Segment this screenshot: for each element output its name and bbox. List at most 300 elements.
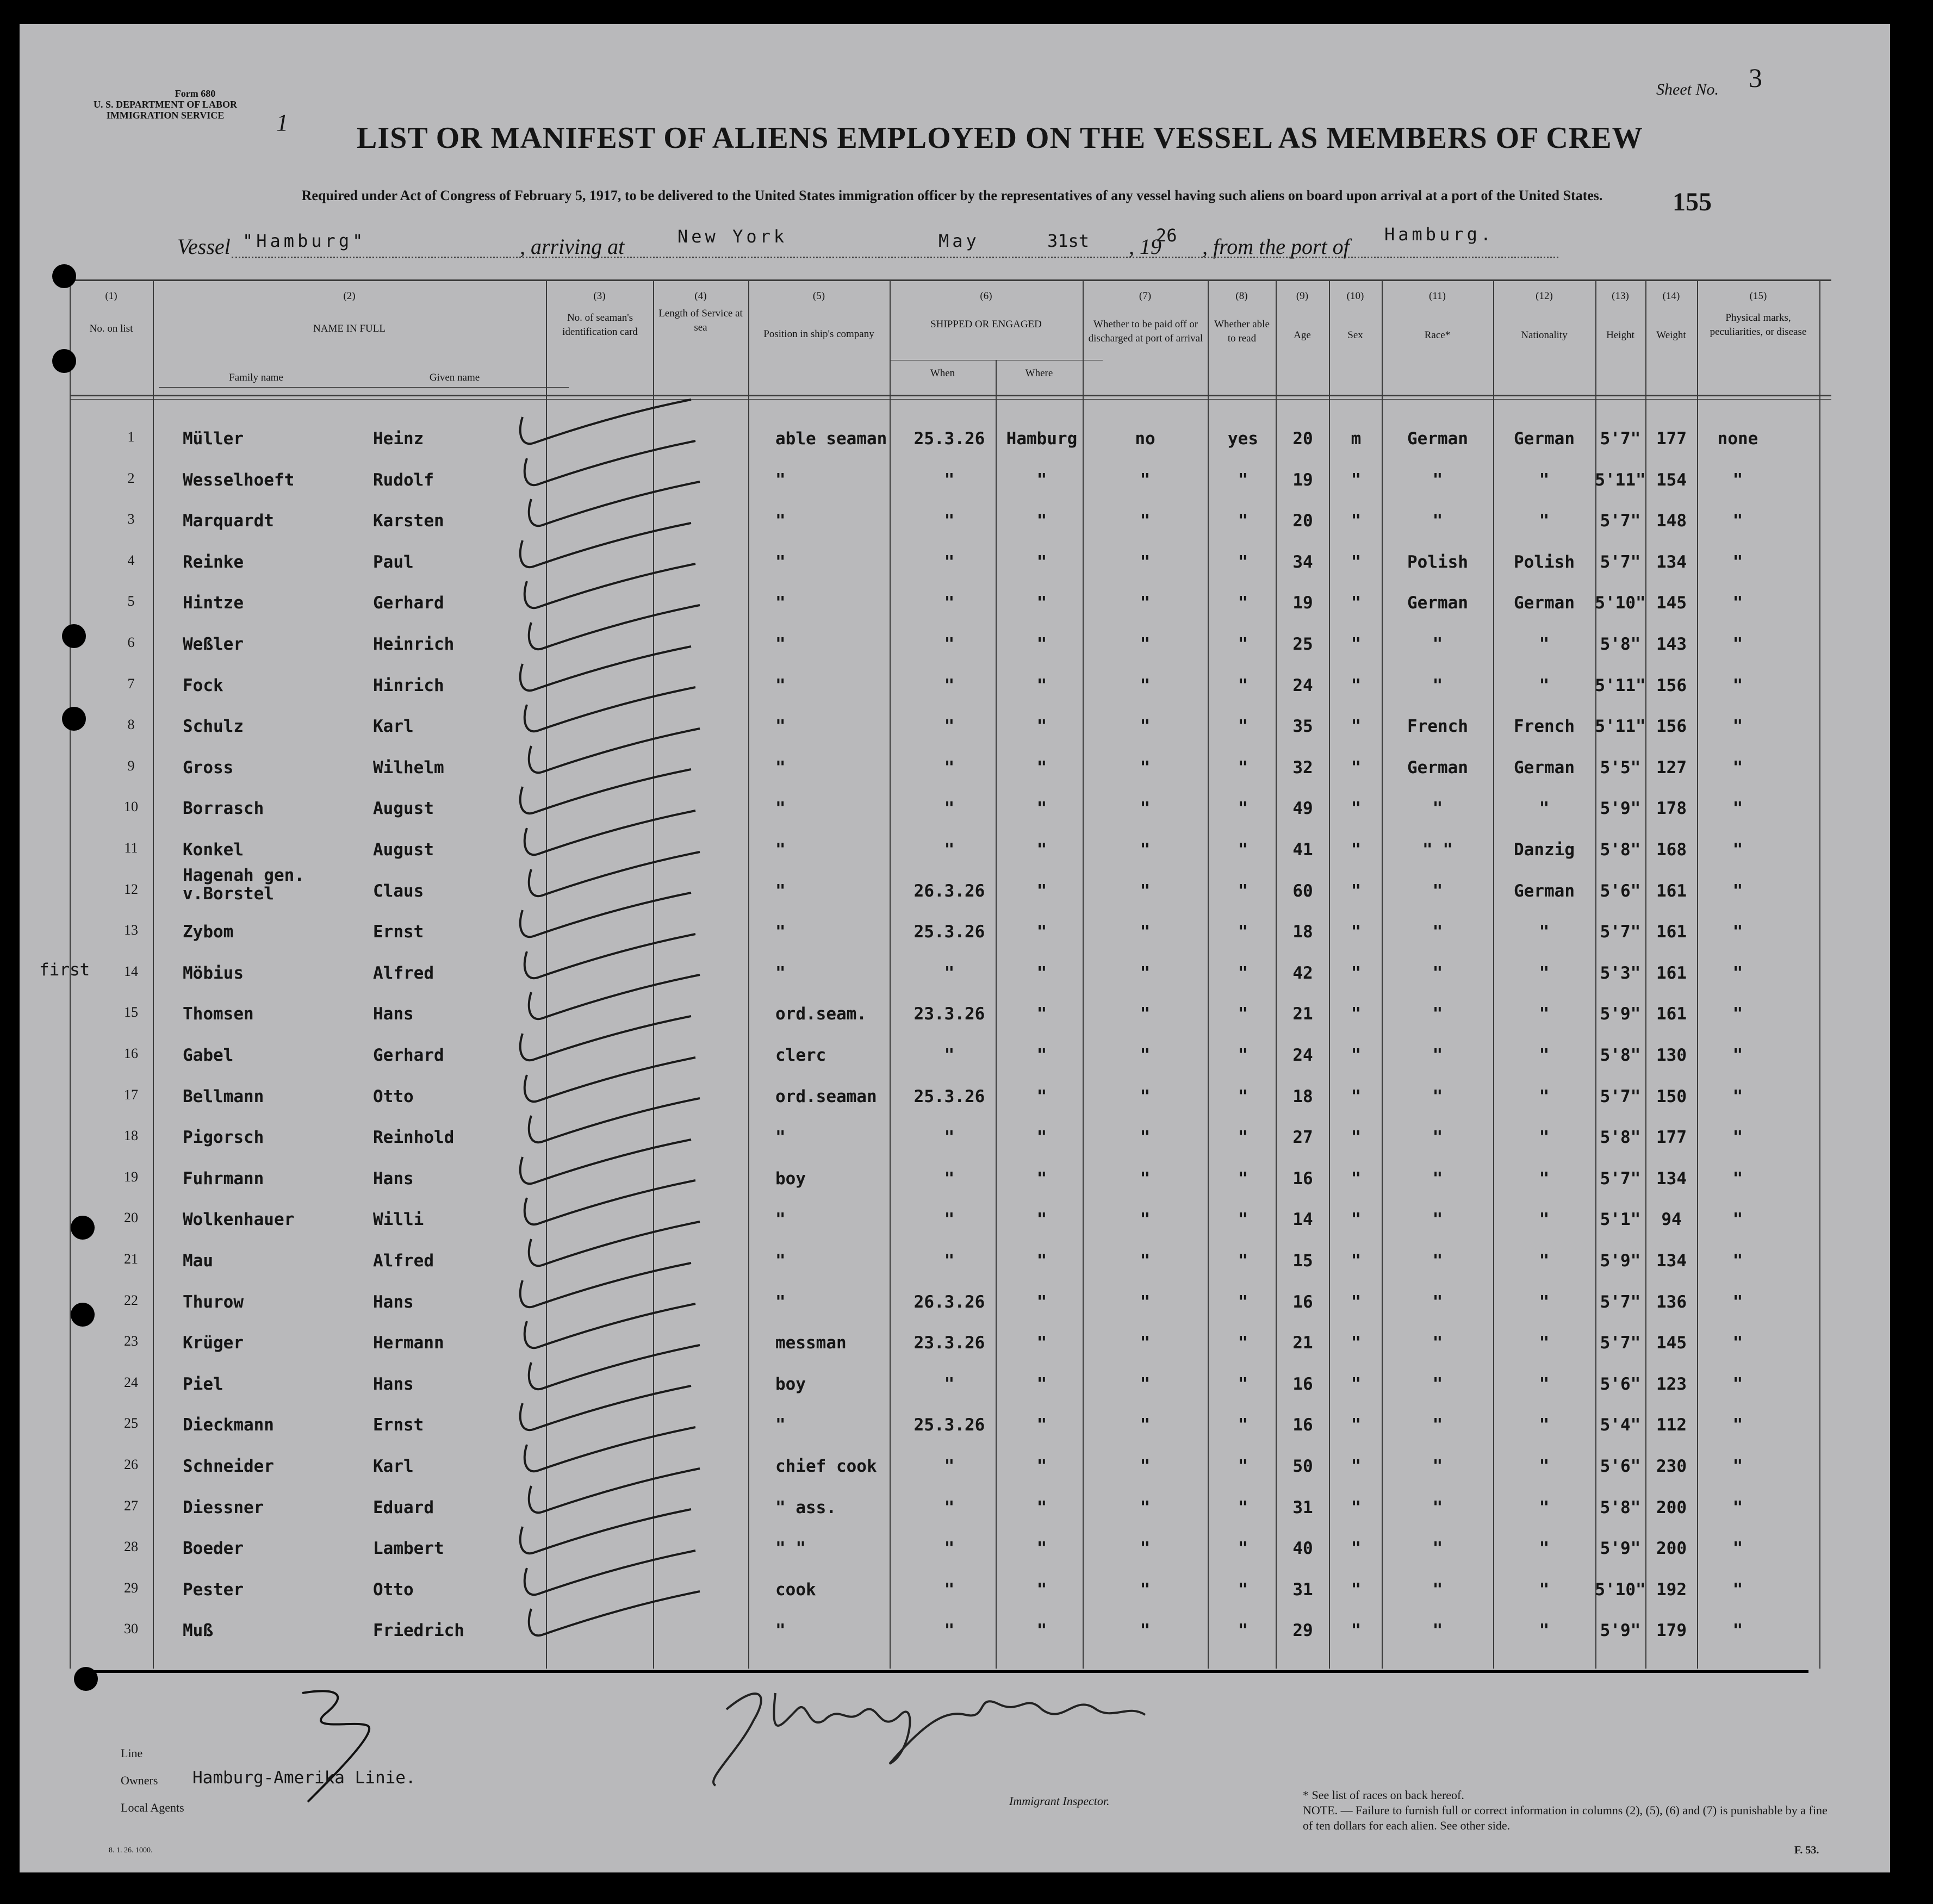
cell-family: Hintze bbox=[183, 593, 244, 613]
cell-when: " bbox=[944, 840, 955, 860]
table-row bbox=[20, 1374, 1890, 1416]
cell-marks: " bbox=[1732, 1251, 1743, 1271]
note-text: NOTE. — Failure to furnish full or correct information in columns (2), (5), (6) and (7) is punishable by a fine of ten dollars for each alien. See other side. bbox=[1303, 1803, 1828, 1832]
owners-label: Owners bbox=[121, 1774, 158, 1787]
cell-nationality: " bbox=[1539, 470, 1550, 490]
cell-weight: 145 bbox=[1656, 1333, 1687, 1353]
cell-when: " bbox=[944, 634, 955, 654]
cell-family: Konkel bbox=[183, 840, 244, 860]
cell-nationality: French bbox=[1514, 717, 1575, 737]
cell-given: Hermann bbox=[373, 1333, 444, 1353]
cell-family: Fock bbox=[183, 675, 223, 695]
cell-position: chief cook bbox=[775, 1457, 877, 1476]
cell-when: 26.3.26 bbox=[913, 881, 985, 901]
cell-where: " bbox=[1036, 675, 1047, 695]
cell-position: " bbox=[775, 963, 786, 983]
cell-when: " bbox=[944, 593, 955, 613]
cell-given: Ernst bbox=[373, 1415, 424, 1435]
cell-weight: 143 bbox=[1656, 634, 1687, 654]
cell-paid-off: " bbox=[1140, 881, 1151, 901]
cell-read: " bbox=[1238, 1539, 1248, 1559]
cell-where: " bbox=[1036, 1374, 1047, 1394]
col-header-position: Position in ship's company bbox=[763, 328, 874, 340]
cell-marks: " bbox=[1732, 717, 1743, 737]
table-row bbox=[20, 799, 1890, 841]
cell-read: " bbox=[1238, 1292, 1248, 1312]
cell-marks: " bbox=[1732, 1210, 1743, 1230]
cell-where: " bbox=[1036, 1415, 1047, 1435]
cell-where: " bbox=[1036, 881, 1047, 901]
table-row bbox=[20, 511, 1890, 553]
cell-position: " bbox=[775, 511, 786, 531]
table-row bbox=[20, 1580, 1890, 1622]
cell-family: Wolkenhauer bbox=[183, 1210, 295, 1230]
table-row bbox=[20, 1004, 1890, 1046]
cell-age: 20 bbox=[1292, 511, 1313, 531]
col-header-shipped: SHIPPED OR ENGAGED bbox=[930, 319, 1042, 330]
cell-given: August bbox=[373, 799, 434, 819]
cell-when: " bbox=[944, 1374, 955, 1394]
cell-family: Muß bbox=[183, 1621, 213, 1641]
cell-position: " ass. bbox=[775, 1497, 836, 1517]
cell-position: " bbox=[775, 717, 786, 737]
handwritten-check-mark bbox=[520, 1587, 716, 1647]
print-code: 8. 1. 26. 1000. bbox=[109, 1846, 153, 1855]
cell-paid-off: " bbox=[1140, 1457, 1151, 1476]
cell-marks: " bbox=[1732, 1579, 1743, 1600]
cell-when: " bbox=[944, 1046, 955, 1065]
cell-no: 8 bbox=[127, 717, 135, 733]
footer-note bbox=[1303, 1788, 1836, 1833]
table-row bbox=[20, 1169, 1890, 1211]
cell-height: 5'7" bbox=[1600, 922, 1641, 942]
cell-sex: " bbox=[1351, 1374, 1362, 1394]
cell-read: " bbox=[1238, 511, 1248, 531]
arrival-port: New York bbox=[678, 226, 788, 247]
col-header-sex: Sex bbox=[1347, 329, 1363, 341]
cell-weight: 112 bbox=[1656, 1415, 1687, 1435]
cell-marks: " bbox=[1732, 963, 1743, 983]
col-header-id-card: No. of seaman's identification card bbox=[562, 312, 638, 338]
department-name: U. S. DEPARTMENT OF LABOR bbox=[94, 99, 238, 110]
cell-paid-off: " bbox=[1140, 634, 1151, 654]
cell-sex: m bbox=[1351, 429, 1362, 449]
cell-nationality: " bbox=[1539, 1210, 1550, 1230]
cell-position: boy bbox=[775, 1374, 806, 1394]
cell-no: 7 bbox=[127, 675, 135, 692]
cell-sex: " bbox=[1351, 1292, 1362, 1312]
col-number: (2) bbox=[343, 290, 356, 302]
cell-when: " bbox=[944, 1210, 955, 1230]
cell-height: 5'7" bbox=[1600, 1292, 1641, 1312]
cell-nationality: " bbox=[1539, 1086, 1550, 1106]
act-statement: Required under Act of Congress of February 5, 1917, to be delivered to the United States immigration officer by the representatives of any vessel having such aliens on board upon arrival at a port of the United States. bbox=[301, 188, 1603, 203]
cell-family: Wesselhoeft bbox=[183, 470, 295, 490]
cell-height: 5'9" bbox=[1600, 799, 1641, 819]
cell-age: 50 bbox=[1292, 1457, 1313, 1476]
cell-position: ord.seaman bbox=[775, 1086, 877, 1106]
cell-sex: " bbox=[1351, 840, 1362, 860]
cell-age: 15 bbox=[1292, 1251, 1313, 1271]
table-row bbox=[20, 1292, 1890, 1334]
cell-given: Claus bbox=[373, 881, 424, 901]
cell-family: Piel bbox=[183, 1374, 223, 1394]
cell-family: Mau bbox=[183, 1251, 213, 1271]
cell-paid-off: " bbox=[1140, 757, 1151, 777]
table-row bbox=[20, 922, 1890, 964]
table-row bbox=[20, 552, 1890, 594]
cell-when: " bbox=[944, 717, 955, 737]
cell-marks: " bbox=[1732, 470, 1743, 490]
col-header-weight: Weight bbox=[1656, 329, 1686, 341]
cell-nationality: " bbox=[1539, 1128, 1550, 1148]
cell-no: 25 bbox=[124, 1415, 138, 1432]
table-row bbox=[20, 1210, 1890, 1252]
cell-no: 11 bbox=[124, 840, 138, 856]
cell-position: " bbox=[775, 1251, 786, 1271]
cell-read: " bbox=[1238, 470, 1248, 490]
cell-race: " bbox=[1432, 1415, 1443, 1435]
cell-where: " bbox=[1036, 717, 1047, 737]
cell-family: Schulz bbox=[183, 717, 244, 737]
cell-position: " bbox=[775, 757, 786, 777]
cell-weight: 156 bbox=[1656, 717, 1687, 737]
cell-sex: " bbox=[1351, 1579, 1362, 1600]
cell-weight: 150 bbox=[1656, 1086, 1687, 1106]
cell-given: Heinrich bbox=[373, 634, 455, 654]
cell-family: Krüger bbox=[183, 1333, 244, 1353]
cell-no: 10 bbox=[124, 799, 138, 815]
cell-sex: " bbox=[1351, 1457, 1362, 1476]
cell-family: Thurow bbox=[183, 1292, 244, 1312]
cell-height: 5'8" bbox=[1600, 634, 1641, 654]
cell-marks: " bbox=[1732, 1621, 1743, 1641]
table-row bbox=[20, 1621, 1890, 1663]
cell-age: 18 bbox=[1292, 1086, 1313, 1106]
table-row bbox=[20, 758, 1890, 800]
cell-race: " bbox=[1432, 963, 1443, 983]
cell-race: " bbox=[1432, 511, 1443, 531]
header-bottom-rule-2 bbox=[70, 399, 1831, 400]
cell-age: 60 bbox=[1292, 881, 1313, 901]
cell-position: " bbox=[775, 634, 786, 654]
cell-race: " " bbox=[1422, 840, 1453, 860]
cell-sex: " bbox=[1351, 470, 1362, 490]
cell-family: Gross bbox=[183, 757, 234, 777]
cell-position: " bbox=[775, 593, 786, 613]
cell-marks: " bbox=[1732, 1415, 1743, 1435]
cell-paid-off: " bbox=[1140, 511, 1151, 531]
cell-sex: " bbox=[1351, 1539, 1362, 1559]
cell-nationality: " bbox=[1539, 1374, 1550, 1394]
cell-sex: " bbox=[1351, 511, 1362, 531]
cell-family: Thomsen bbox=[183, 1004, 254, 1024]
cell-race: " bbox=[1432, 922, 1443, 942]
cell-age: 32 bbox=[1292, 757, 1313, 777]
cell-weight: 200 bbox=[1656, 1539, 1687, 1559]
cell-sex: " bbox=[1351, 1210, 1362, 1230]
cell-weight: 230 bbox=[1656, 1457, 1687, 1476]
cell-weight: 192 bbox=[1656, 1579, 1687, 1600]
cell-given: Friedrich bbox=[373, 1621, 464, 1641]
cell-when: 26.3.26 bbox=[913, 1292, 985, 1312]
form-identifier bbox=[94, 88, 237, 121]
cell-given: Karl bbox=[373, 717, 414, 737]
cell-weight: 134 bbox=[1656, 1251, 1687, 1271]
cell-weight: 161 bbox=[1656, 963, 1687, 983]
cell-where: " bbox=[1036, 1579, 1047, 1600]
cell-height: 5'6" bbox=[1600, 881, 1641, 901]
cell-nationality: " bbox=[1539, 1251, 1550, 1271]
cell-family: Möbius bbox=[183, 963, 244, 983]
cell-weight: 134 bbox=[1656, 1168, 1687, 1189]
cell-sex: " bbox=[1351, 1497, 1362, 1517]
col-number: (8) bbox=[1235, 290, 1248, 302]
cell-nationality: " bbox=[1539, 1621, 1550, 1641]
cell-when: 23.3.26 bbox=[913, 1004, 985, 1024]
cell-read: " bbox=[1238, 1004, 1248, 1024]
cell-marks: " bbox=[1732, 922, 1743, 942]
cell-where: " bbox=[1036, 1333, 1047, 1353]
cell-height: 5'8" bbox=[1600, 1497, 1641, 1517]
cell-no: 6 bbox=[127, 634, 135, 650]
cell-marks: " bbox=[1732, 511, 1743, 531]
cell-paid-off: " bbox=[1140, 717, 1151, 737]
cell-when: " bbox=[944, 1579, 955, 1600]
cell-no: 15 bbox=[124, 1004, 138, 1021]
cell-age: 16 bbox=[1292, 1415, 1313, 1435]
cell-sex: " bbox=[1351, 799, 1362, 819]
cell-marks: " bbox=[1732, 1497, 1743, 1517]
binder-hole bbox=[62, 707, 86, 731]
cell-no: 18 bbox=[124, 1128, 138, 1144]
cell-read: " bbox=[1238, 963, 1248, 983]
cell-height: 5'8" bbox=[1600, 1046, 1641, 1065]
cell-age: 20 bbox=[1292, 429, 1313, 449]
cell-height: 5'8" bbox=[1600, 1128, 1641, 1148]
cell-weight: 177 bbox=[1656, 1128, 1687, 1148]
cell-weight: 156 bbox=[1656, 675, 1687, 695]
cell-age: 40 bbox=[1292, 1539, 1313, 1559]
cell-height: 5'7" bbox=[1600, 552, 1641, 572]
cell-nationality: " bbox=[1539, 1333, 1550, 1353]
cell-given: Alfred bbox=[373, 1251, 434, 1271]
cell-paid-off: " bbox=[1140, 1168, 1151, 1189]
cell-paid-off: " bbox=[1140, 1415, 1151, 1435]
table-row bbox=[20, 1333, 1890, 1375]
cell-position: " bbox=[775, 1415, 786, 1435]
cell-read: " bbox=[1238, 1251, 1248, 1271]
cell-weight: 179 bbox=[1656, 1621, 1687, 1641]
cell-where: " bbox=[1036, 552, 1047, 572]
owners-value: Hamburg-Amerika Linie. bbox=[192, 1768, 416, 1788]
cell-paid-off: " bbox=[1140, 1579, 1151, 1600]
col-number: (12) bbox=[1536, 290, 1553, 302]
cell-where: " bbox=[1036, 634, 1047, 654]
cell-no: 12 bbox=[124, 881, 138, 897]
cell-height: 5'11" bbox=[1595, 675, 1646, 695]
cell-when: " bbox=[944, 1539, 955, 1559]
cell-nationality: " bbox=[1539, 799, 1550, 819]
cell-race: " bbox=[1432, 1251, 1443, 1271]
cell-position: " bbox=[775, 1292, 786, 1312]
cell-nationality: " bbox=[1539, 634, 1550, 654]
arrival-year-suffix: 26 bbox=[1156, 225, 1177, 246]
cell-read: " bbox=[1238, 799, 1248, 819]
cell-family: Bellmann bbox=[183, 1086, 264, 1106]
form-number: Form 680 bbox=[175, 88, 216, 99]
col-number: (3) bbox=[593, 290, 606, 302]
cell-where: " bbox=[1036, 1251, 1047, 1271]
cell-nationality: " bbox=[1539, 1004, 1550, 1024]
cell-where: " bbox=[1036, 1210, 1047, 1230]
cell-sex: " bbox=[1351, 757, 1362, 777]
cell-family: Pigorsch bbox=[183, 1128, 264, 1148]
cell-age: 18 bbox=[1292, 922, 1313, 942]
cell-paid-off: " bbox=[1140, 1128, 1151, 1148]
cell-height: 5'4" bbox=[1600, 1415, 1641, 1435]
margin-annotation: first bbox=[39, 960, 90, 980]
cell-when: 25.3.26 bbox=[913, 1086, 985, 1106]
cell-marks: " bbox=[1732, 1004, 1743, 1024]
cell-age: 31 bbox=[1292, 1497, 1313, 1517]
cell-height: 5'7" bbox=[1600, 1086, 1641, 1106]
cell-read: " bbox=[1238, 1374, 1248, 1394]
cell-read: " bbox=[1238, 593, 1248, 613]
handwritten-initial bbox=[291, 1682, 411, 1813]
cell-paid-off: " bbox=[1140, 470, 1151, 490]
cell-age: 21 bbox=[1292, 1004, 1313, 1024]
cell-family: Dieckmann bbox=[183, 1415, 274, 1435]
table-row bbox=[20, 865, 1890, 923]
cell-position: " bbox=[775, 922, 786, 942]
cell-read: " bbox=[1238, 1168, 1248, 1189]
cell-sex: " bbox=[1351, 1128, 1362, 1148]
cell-when: " bbox=[944, 1251, 955, 1271]
cell-race: German bbox=[1407, 429, 1468, 449]
cell-sex: " bbox=[1351, 717, 1362, 737]
cell-read: yes bbox=[1228, 429, 1258, 449]
cell-given: Hans bbox=[373, 1292, 414, 1312]
cell-height: 5'1" bbox=[1600, 1210, 1641, 1230]
cell-height: 5'9" bbox=[1600, 1621, 1641, 1641]
cell-race: " bbox=[1432, 1168, 1443, 1189]
cell-sex: " bbox=[1351, 1004, 1362, 1024]
cell-no: 13 bbox=[124, 922, 138, 938]
cell-paid-off: " bbox=[1140, 1210, 1151, 1230]
cell-no: 27 bbox=[124, 1497, 138, 1514]
cell-where: " bbox=[1036, 922, 1047, 942]
cell-when: " bbox=[944, 1497, 955, 1517]
cell-height: 5'9" bbox=[1600, 1004, 1641, 1024]
table-row bbox=[20, 963, 1890, 1005]
table-top-rule bbox=[70, 279, 1831, 281]
cell-position: " bbox=[775, 840, 786, 860]
cell-height: 5'7" bbox=[1600, 429, 1641, 449]
cell-sex: " bbox=[1351, 675, 1362, 695]
table-row bbox=[20, 634, 1890, 676]
cell-nationality: " bbox=[1539, 1539, 1550, 1559]
binder-hole bbox=[52, 349, 76, 373]
cell-age: 16 bbox=[1292, 1168, 1313, 1189]
inspector-label: Immigrant Inspector. bbox=[1009, 1794, 1110, 1808]
cell-weight: 123 bbox=[1656, 1374, 1687, 1394]
cell-read: " bbox=[1238, 1457, 1248, 1476]
col-header-paid-off: Whether to be paid off or discharged at port of arrival bbox=[1088, 319, 1203, 344]
cell-position: " bbox=[775, 1621, 786, 1641]
cell-nationality: " bbox=[1539, 1497, 1550, 1517]
cell-nationality: German bbox=[1514, 593, 1575, 613]
arrival-day: 31st bbox=[1047, 231, 1090, 251]
cell-age: 24 bbox=[1292, 675, 1313, 695]
cell-race: " bbox=[1432, 1128, 1443, 1148]
cell-nationality: German bbox=[1514, 429, 1575, 449]
cell-age: 34 bbox=[1292, 552, 1313, 572]
cell-position: cook bbox=[775, 1579, 816, 1600]
cell-where: " bbox=[1036, 1457, 1047, 1476]
cell-age: 14 bbox=[1292, 1210, 1313, 1230]
cell-read: " bbox=[1238, 1086, 1248, 1106]
cell-no: 3 bbox=[127, 511, 135, 527]
cell-when: " bbox=[944, 511, 955, 531]
cell-no: 14 bbox=[124, 963, 138, 979]
cell-position: " bbox=[775, 552, 786, 572]
cell-no: 4 bbox=[127, 552, 135, 568]
cell-read: " bbox=[1238, 1128, 1248, 1148]
cell-race: " bbox=[1432, 1497, 1443, 1517]
cell-no: 5 bbox=[127, 593, 135, 609]
cell-race: " bbox=[1432, 1333, 1443, 1353]
cell-given: Otto bbox=[373, 1086, 414, 1106]
cell-read: " bbox=[1238, 634, 1248, 654]
binder-hole bbox=[62, 624, 86, 648]
cell-read: " bbox=[1238, 717, 1248, 737]
cell-given: Otto bbox=[373, 1579, 414, 1600]
cell-sex: " bbox=[1351, 1251, 1362, 1271]
cell-race: French bbox=[1407, 717, 1468, 737]
cell-position: boy bbox=[775, 1168, 806, 1189]
cell-given: Heinz bbox=[373, 429, 424, 449]
cell-marks: " bbox=[1732, 1374, 1743, 1394]
cell-given: August bbox=[373, 840, 434, 860]
local-agents-label: Local Agents bbox=[121, 1801, 184, 1814]
table-row bbox=[20, 1539, 1890, 1581]
cell-age: 16 bbox=[1292, 1292, 1313, 1312]
cell-where: " bbox=[1036, 1046, 1047, 1065]
cell-weight: 94 bbox=[1661, 1210, 1682, 1230]
cell-when: 25.3.26 bbox=[913, 429, 985, 449]
table-row bbox=[20, 1498, 1890, 1540]
cell-height: 5'6" bbox=[1600, 1374, 1641, 1394]
col-header-given: Given name bbox=[429, 372, 480, 383]
handwritten-mark: 1 bbox=[276, 109, 288, 136]
cell-no: 26 bbox=[124, 1457, 138, 1472]
cell-nationality: " bbox=[1539, 1292, 1550, 1312]
col-number: (10) bbox=[1346, 290, 1364, 302]
cell-marks: " bbox=[1732, 840, 1743, 860]
cell-age: 19 bbox=[1292, 470, 1313, 490]
col-number: (14) bbox=[1662, 290, 1680, 302]
form-code: F. 53. bbox=[1794, 1844, 1819, 1856]
cell-paid-off: " bbox=[1140, 1374, 1151, 1394]
cell-height: 5'7" bbox=[1600, 1333, 1641, 1353]
table-row bbox=[20, 1251, 1890, 1293]
cell-nationality: " bbox=[1539, 963, 1550, 983]
cell-when: " bbox=[944, 470, 955, 490]
cell-marks: " bbox=[1732, 881, 1743, 901]
cell-when: 23.3.26 bbox=[913, 1333, 985, 1353]
cell-given: Gerhard bbox=[373, 1046, 444, 1065]
